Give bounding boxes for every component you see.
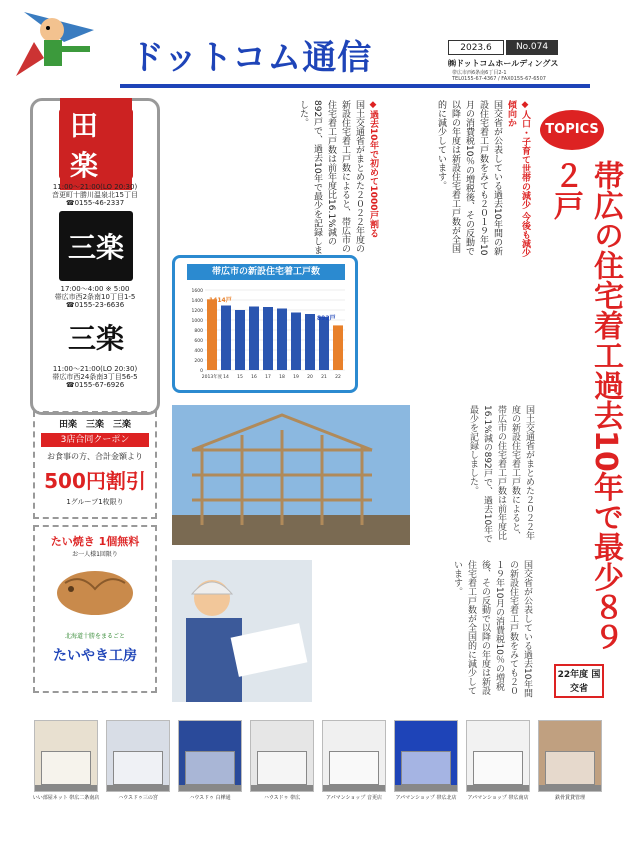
building-caption: アパマンショップ 帯広北店 — [395, 795, 457, 801]
y-tick-label: 600 — [194, 339, 203, 344]
construction-photo — [172, 405, 410, 545]
coupon-note: 1グループ1枚限り — [66, 498, 124, 506]
x-tick-label: 19 — [293, 375, 299, 380]
taiyaki-coupon[interactable] — [33, 525, 157, 693]
headline: 帯広の住宅着工過去10年で最少８９２戸 — [548, 160, 623, 652]
building-caption: アパマンショップ 音更店 — [326, 795, 382, 801]
mascot-illustration — [4, 2, 114, 82]
y-tick-label: 1000 — [191, 319, 203, 324]
x-tick-label: 2013年度 — [201, 375, 223, 380]
coupon-shops: 田楽 三楽 三楽 — [58, 420, 131, 430]
building-caption: アパマンショップ 帯広南店 — [467, 795, 529, 801]
x-tick-label: 17 — [265, 375, 271, 380]
shop-sidebar — [30, 98, 160, 415]
shop-hours: 11:00～21:00(LO 20:30) — [52, 365, 138, 373]
shop-logo-dengaku: 田楽 — [59, 109, 133, 179]
building-photo — [34, 720, 98, 792]
taiyaki-footer: 北海道十勝をまるごと — [64, 633, 125, 640]
y-tick-label: 1600 — [191, 289, 203, 294]
bar — [207, 299, 217, 370]
shop-hours: 17:00～4:00 ※ 5:00 — [60, 285, 130, 293]
shop-phone: ☎0155-23-6636 — [65, 301, 125, 309]
coupon-lead: お食事の方、合計金額より — [47, 452, 143, 461]
worker-icon — [172, 560, 312, 702]
bar — [319, 317, 329, 370]
article-continued — [322, 560, 534, 700]
bar-chart — [177, 284, 353, 390]
page-title: ドットコム通信 — [130, 38, 373, 78]
shop-phone: ☎0155-67-6926 — [65, 381, 125, 389]
section-body: 国土交通省がまとめた２０２２年度の新設住宅着工戸数によると、帯広市の住宅着工戸数は前年度比16.1%減の892戸で、過去10年で最少を記録しました。 — [298, 100, 364, 255]
building-caption: いい部屋ネット 帯広二条南店 — [32, 795, 100, 801]
shop-phone: ☎0155-46-2337 — [65, 199, 125, 207]
coupon-card[interactable] — [33, 411, 157, 519]
bar — [305, 314, 315, 370]
section-body: 国交省が公表している過去10年間の新設住宅着工戸数をみても２０１９年10月の消費税10％の増税後、その反動で以降の年度は新設住宅着工戸数が全国的に減少しています。 — [452, 560, 532, 698]
building-photo — [322, 720, 386, 792]
building-caption: ハウスドゥ三の宮 — [118, 795, 158, 801]
coupon-amount: 500円割引 — [44, 469, 146, 493]
section-body: 国土交通省がまとめた２０２２年度の新設住宅着工戸数によると、帯広市の住宅着工戸数は前年度比16.1%減の892戸で、過去10年で最少を記録しました。 — [468, 405, 534, 544]
header-rule — [120, 84, 590, 88]
building-photo — [538, 720, 602, 792]
bar — [235, 310, 245, 370]
bar — [221, 306, 231, 371]
taiyaki-icon — [51, 563, 139, 623]
shop-logo-sanraku-2: 三楽 — [59, 315, 133, 359]
article-continued — [416, 405, 536, 545]
company-address: 帯広市西6条南6丁目2-1 — [452, 70, 507, 76]
source-badge: 22年度 国交省 — [554, 664, 604, 698]
section-heading: ◆人口・子育て世帯の減少 今後も減少傾向か — [506, 100, 530, 258]
article-section — [392, 100, 532, 260]
data-label: 1414戸 — [209, 297, 232, 304]
topics-badge: TOPICS — [540, 110, 604, 150]
company-name: ㈱ドットコムホールディングス — [448, 59, 559, 68]
company-phone: TEL0155-67-4367 / FAX0155-67-6507 — [452, 76, 546, 82]
x-tick-label: 14 — [223, 375, 229, 380]
shop-logo-sanraku: 三楽 — [59, 211, 133, 281]
taiyaki-note: お一人様1回限り — [72, 551, 118, 558]
x-tick-label: 15 — [237, 375, 243, 380]
data-label: 892戸 — [317, 315, 336, 322]
section-body: 国交省が公表している過去10年間の新設住宅着工戸数をみても２０１９年10月の消費税10％の増税後、その反動で以降の年度は新設住宅着工戸数が全国的に減少しています。 — [436, 100, 502, 256]
x-tick-label: 16 — [251, 375, 257, 380]
bar — [277, 309, 287, 371]
x-tick-label: 21 — [321, 375, 327, 380]
building-photo — [178, 720, 242, 792]
y-tick-label: 800 — [194, 329, 203, 334]
x-tick-label: 20 — [307, 375, 313, 380]
taiyaki-shop: たいやき工房 — [53, 648, 137, 664]
section-heading: ◆過去10年で初めて1000戸割る — [368, 100, 378, 238]
house-frame-icon — [172, 405, 410, 545]
issue-number: No.074 — [506, 40, 558, 55]
x-tick-label: 22 — [335, 375, 341, 380]
taiyaki-title: たい焼き 1個無料 — [50, 535, 140, 548]
y-tick-label: 1200 — [191, 309, 203, 314]
x-tick-label: 18 — [279, 375, 285, 380]
bar — [291, 313, 301, 371]
bar — [263, 307, 273, 370]
shop-hours: 11:00～21:00(LO 20:30) — [52, 183, 138, 191]
building-caption: ハウスドゥ 白樺通 — [189, 795, 231, 801]
bar — [249, 307, 259, 371]
shop-address: 帯広市西24条南3丁目56-5 — [52, 373, 138, 381]
y-tick-label: 0 — [200, 369, 203, 374]
coupon-title: 3店合同クーポン — [41, 433, 149, 447]
y-tick-label: 1400 — [191, 299, 203, 304]
issue-date: 2023.6 — [448, 40, 504, 55]
bar — [333, 325, 343, 370]
y-tick-label: 400 — [194, 349, 203, 354]
building-photo — [250, 720, 314, 792]
worker-photo — [172, 560, 312, 702]
building-photo — [106, 720, 170, 792]
building-photo — [394, 720, 458, 792]
chart-title: 帯広市の新設住宅着工戸数 — [187, 264, 345, 280]
building-caption: ハウスドゥ 帯広 — [263, 795, 301, 801]
shop-address: 帯広市西2条南10丁目1-5 — [54, 293, 136, 301]
article-section — [180, 100, 380, 260]
building-photo — [466, 720, 530, 792]
building-caption: 鉄骨賃貸管理 — [554, 795, 585, 801]
chart-panel — [172, 255, 358, 393]
shop-address: 音更町十勝川温泉北15丁目 — [52, 191, 138, 199]
y-tick-label: 200 — [194, 359, 203, 364]
